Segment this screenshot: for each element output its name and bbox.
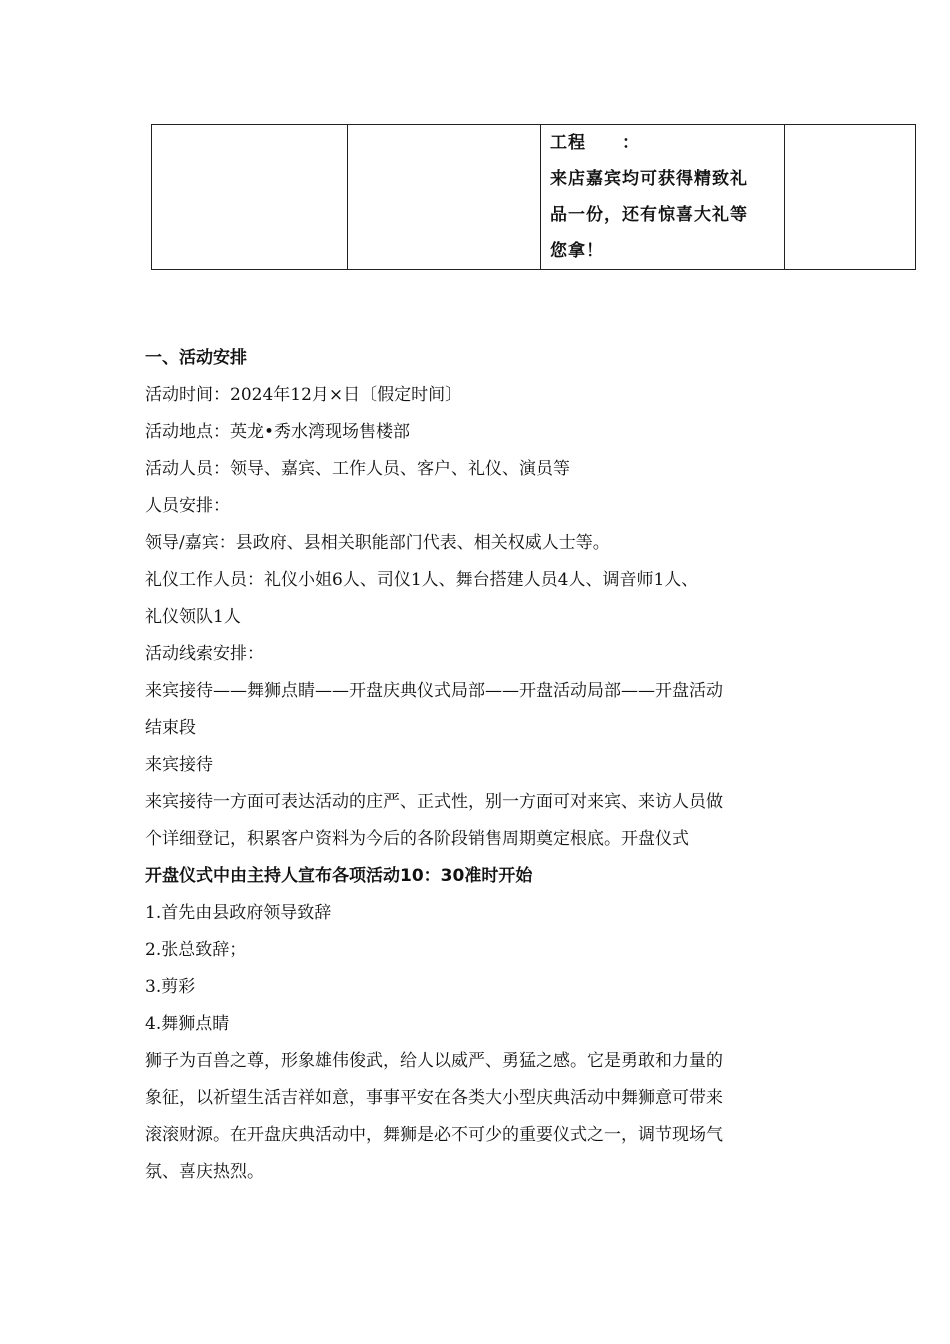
lion-paragraph-cont: 滚滚财源。在开盘庆典活动中，舞狮是必不可少的重要仪式之一，调节现场气 [145,1125,723,1145]
lion-paragraph-cont: 氛、喜庆热烈。 [145,1162,264,1182]
leaders-guests: 领导/嘉宾：县政府、县相关职能部门代表、相关权威人士等。 [145,533,610,553]
etiquette-staff: 礼仪工作人员：礼仪小姐6人、司仪1人、舞台搭建人员4人、调音师1人、 [145,570,699,590]
flow-label: 活动线索安排： [145,644,264,664]
table-cell-empty [348,125,541,270]
cell-line: 工程 ： [550,133,640,153]
table-cell-gift-info [541,125,785,270]
staff-arrangement-label: 人员安排： [145,496,230,516]
activity-people: 活动人员：领导、嘉宾、工作人员、客户、礼仪、演员等 [145,459,570,479]
lion-paragraph: 狮子为百兽之尊，形象雄伟俊武，给人以威严、勇猛之感。它是勇敢和力量的 [145,1051,723,1071]
list-item: 1.首先由县政府领导致辞 [145,903,332,923]
ceremony-heading: 开盘仪式中由主持人宣布各项活动10：30准时开始 [145,866,533,886]
cell-line: 品一份，还有惊喜大礼等 [550,205,748,225]
reception-title: 来宾接待 [145,755,213,775]
cell-line: 来店嘉宾均可获得精致礼 [550,169,748,189]
flow-sequence: 来宾接待——舞狮点睛——开盘庆典仪式局部——开盘活动局部——开盘活动 [145,681,723,701]
section-heading: 一、活动安排 [145,348,247,368]
continuation-table [151,124,916,270]
table-cell-empty [785,125,916,270]
activity-section [145,340,817,1191]
table-cell-empty [152,125,348,270]
list-item: 4.舞狮点睛 [145,1014,230,1034]
list-item: 2.张总致辞； [145,940,247,960]
etiquette-staff-cont: 礼仪领队1人 [145,607,241,627]
activity-time: 活动时间：2024年12月×日〔假定时间〕 [145,385,463,405]
activity-place: 活动地点：英龙•秀水湾现场售楼部 [145,422,411,442]
table-row [152,125,916,270]
reception-paragraph: 来宾接待一方面可表达活动的庄严、正式性，别一方面可对来宾、来访人员做 [145,792,723,812]
lion-paragraph-cont: 象征，以祈望生活吉祥如意，事事平安在各类大小型庆典活动中舞狮意可带来 [145,1088,723,1108]
reception-paragraph-cont: 个详细登记，积累客户资料为今后的各阶段销售周期奠定根底。开盘仪式 [145,829,689,849]
list-item: 3.剪彩 [145,977,196,997]
cell-line: 您拿！ [550,241,604,261]
flow-sequence-cont: 结束段 [145,718,196,738]
